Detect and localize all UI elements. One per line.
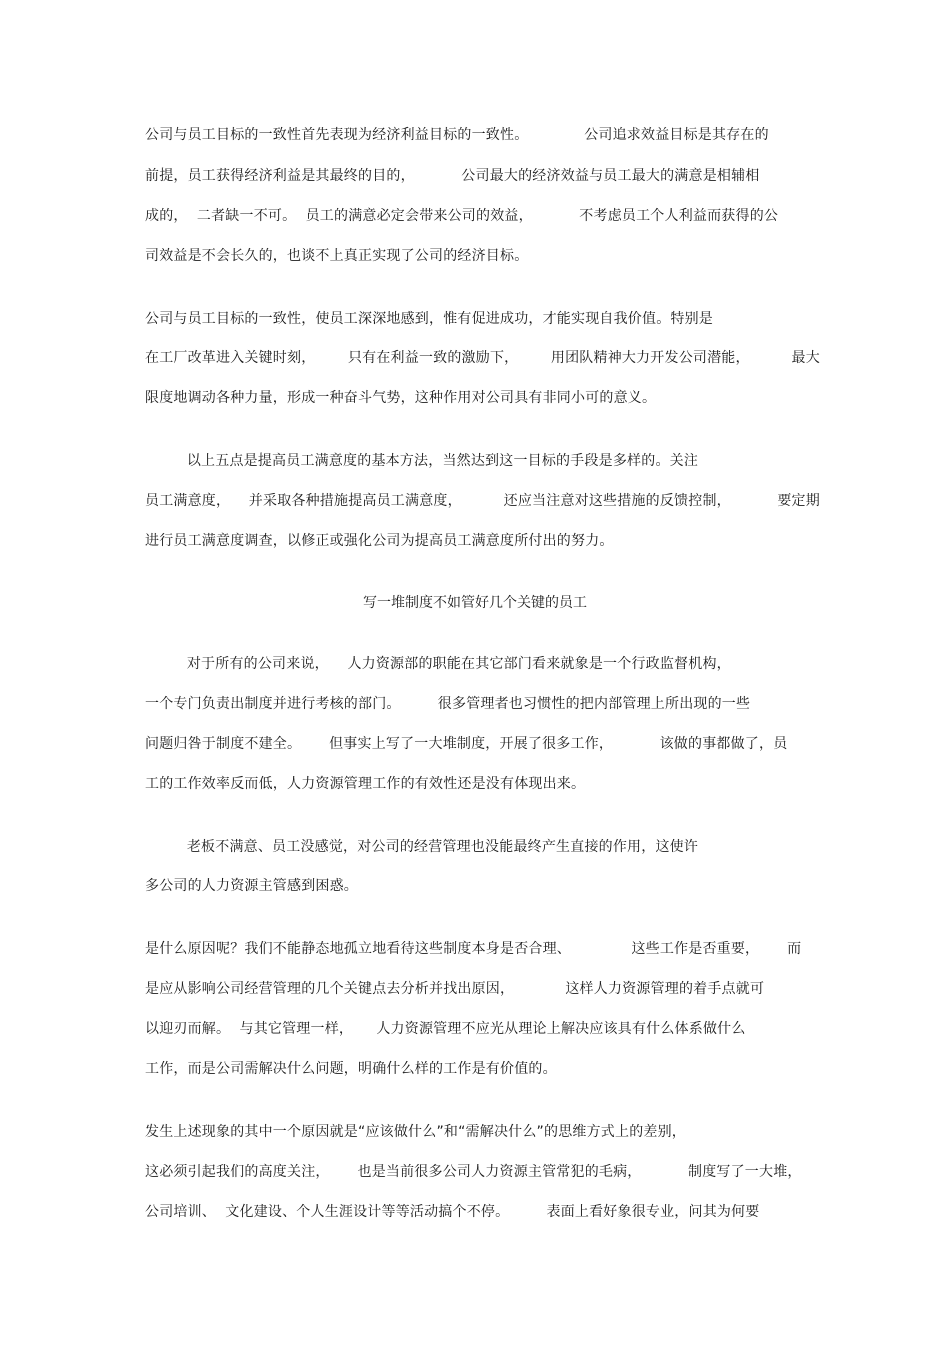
text-line: 发生上述现象的其中一个原因就是“应该做什么”和“需解决什么”的思维方式上的差别， <box>145 1124 687 1140</box>
text-line: 公司培训、 文化建设、个人生涯设计等等活动搞个不停。 表面上看好象很专业，问其为何要 <box>145 1204 760 1220</box>
text-line: 是什么原因呢？我们不能静态地孤立地看待这些制度本身是否合理、 这些工作是否重要， 而 <box>145 941 802 957</box>
text-line: 以迎刃而解。 与其它管理一样， 人力资源管理不应光从理论上解决应该具有什么体系做什么 <box>145 1021 746 1037</box>
text-line: 前提，员工获得经济利益是其最终的目的， 公司最大的经济效益与员工最大的满意是相辅相 <box>145 168 760 184</box>
text-line: 一个专门负责出制度并进行考核的部门。 很多管理者也习惯性的把内部管理上所出现的一些 <box>145 696 751 712</box>
text-line: 司效益是不会长久的，也谈不上真正实现了公司的经济目标。 <box>145 248 529 264</box>
text-line: 员工满意度， 并采取各种措施提高员工满意度， 还应当注意对这些措施的反馈控制， 要定期 <box>145 493 820 509</box>
text-line: 这必须引起我们的高度关注， 也是当前很多公司人力资源主管常犯的毛病， 制度写了一大堆， <box>145 1164 802 1180</box>
text-line: 公司与员工目标的一致性，使员工深深地感到，惟有促进成功，才能实现自我价值。特别是 <box>145 311 713 327</box>
text-line: 以上五点是提高员工满意度的基本方法，当然达到这一目标的手段是多样的。关注 <box>145 453 699 469</box>
text-line: 工的工作效率反而低，人力资源管理工作的有效性还是没有体现出来。 <box>145 776 586 792</box>
text-line: 进行员工满意度调查，以修正或强化公司为提高员工满意度所付出的努力。 <box>145 533 614 549</box>
text-line: 对于所有的公司来说， 人力资源部的职能在其它部门看来就象是一个行政监督机构， <box>145 656 731 672</box>
text-line: 成的， 二者缺一不可。 员工的满意必定会带来公司的效益， 不考虑员工个人利益而获得的公 <box>145 208 779 224</box>
text-line: 老板不满意、员工没感觉，对公司的经营管理也没能最终产生直接的作用，这使许 <box>145 839 699 855</box>
text-line: 限度地调动各种力量，形成一种奋斗气势，这种作用对公司具有非同小可的意义。 <box>145 390 657 406</box>
text-line: 是应从影响公司经营管理的几个关键点去分析并找出原因， 这样人力资源管理的着手点就可 <box>145 981 765 997</box>
text-line: 工作，而是公司需解决什么问题，明确什么样的工作是有价值的。 <box>145 1061 557 1077</box>
section-title: 写一堆制度不如管好几个关键的员工 <box>363 595 587 611</box>
text-line: 公司与员工目标的一致性首先表现为经济利益目标的一致性。 公司追求效益目标是其存在的 <box>145 127 769 143</box>
text-line: 问题归咎于制度不建全。 但事实上写了一大堆制度，开展了很多工作， 该做的事都做了，员 <box>145 736 788 752</box>
text-line: 在工厂改革进入关键时刻， 只有在利益一致的激励下， 用团队精神大力开发公司潜能， 最大 <box>145 350 820 366</box>
text-line: 多公司的人力资源主管感到困惑。 <box>145 878 358 894</box>
